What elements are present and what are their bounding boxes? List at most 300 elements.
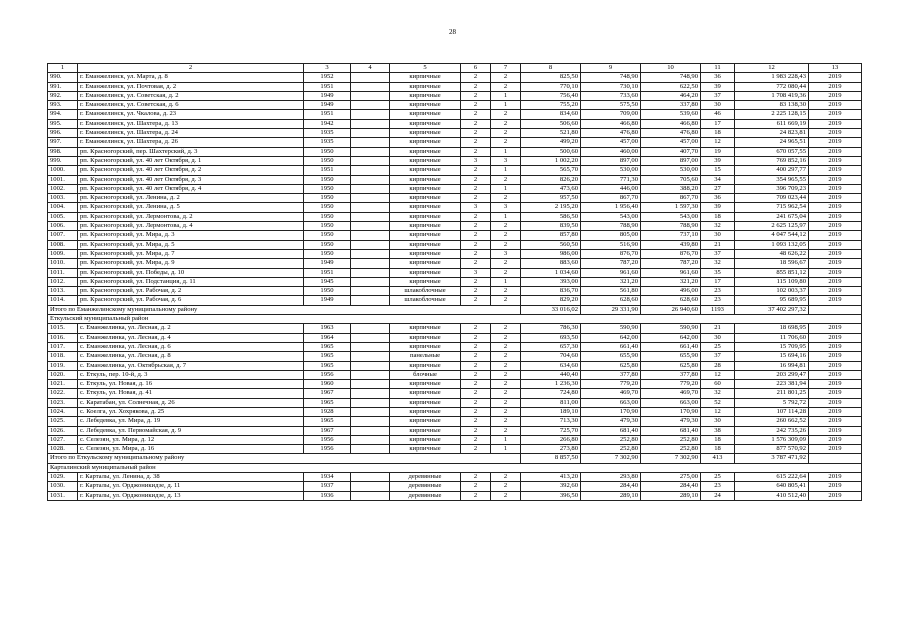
residential-area-cell: 496,00 — [641, 287, 701, 296]
construction-year-cell: 1951 — [304, 82, 351, 91]
col-4-cell — [351, 268, 390, 277]
row-number-cell: 1023. — [48, 398, 78, 407]
living-area-cell: 787,20 — [581, 259, 641, 268]
table-row — [48, 147, 862, 156]
residential-area-cell: 961,60 — [641, 268, 701, 277]
total-area-cell: 836,70 — [521, 287, 581, 296]
wall-material-cell: кирпичные — [390, 73, 461, 82]
construction-year-cell: 1950 — [304, 231, 351, 240]
living-area-cell: 252,80 — [581, 435, 641, 444]
residents-cell: 25 — [701, 342, 735, 351]
floors-cell: 2 — [461, 184, 491, 193]
residents-cell: 1193 — [701, 305, 735, 314]
residential-area-cell: 530,00 — [641, 166, 701, 175]
table-row — [48, 101, 862, 110]
residents-cell: 18 — [701, 212, 735, 221]
column-number-header-row — [48, 64, 862, 73]
entrances-cell: 2 — [491, 333, 521, 342]
address-cell: рп. Красногорский, ул. Подстанция, д. 11 — [78, 277, 304, 286]
total-area-cell: 756,40 — [521, 91, 581, 100]
construction-year-cell: 1956 — [304, 445, 351, 454]
col-4-cell — [351, 101, 390, 110]
col-4-cell — [351, 73, 390, 82]
residents-cell: 39 — [701, 82, 735, 91]
wall-material-cell: кирпичные — [390, 147, 461, 156]
living-area-cell: 29 331,90 — [581, 305, 641, 314]
entrances-cell: 2 — [491, 324, 521, 333]
repair-cost-cell: 615 222,64 — [735, 473, 809, 482]
row-number-cell: 1017. — [48, 342, 78, 351]
entrances-cell: 2 — [491, 138, 521, 147]
floors-cell: 2 — [461, 333, 491, 342]
repair-cost-cell: 715 962,54 — [735, 203, 809, 212]
floors-cell: 2 — [461, 370, 491, 379]
total-area-cell: 1 002,20 — [521, 156, 581, 165]
floors-cell: 2 — [461, 240, 491, 249]
residents-cell: 30 — [701, 231, 735, 240]
repair-cost-cell: 4 047 544,12 — [735, 231, 809, 240]
repair-year-cell — [809, 305, 862, 314]
table-row — [48, 212, 862, 221]
address-cell: рп. Красногорский, ул. Мира, д. 9 — [78, 259, 304, 268]
residents-cell: 60 — [701, 380, 735, 389]
row-number-cell: 1024. — [48, 407, 78, 416]
entrances-cell: 2 — [491, 222, 521, 231]
living-area-cell: 321,20 — [581, 277, 641, 286]
address-cell: с. Еманжелинка, ул. Лесная, д. 2 — [78, 324, 304, 333]
table-row — [48, 91, 862, 100]
repair-year-cell: 2019 — [809, 407, 862, 416]
col-4-cell — [351, 259, 390, 268]
col-4-cell — [351, 491, 390, 500]
row-number-cell: 1022. — [48, 389, 78, 398]
total-area-cell: 713,30 — [521, 417, 581, 426]
district-total-row — [48, 454, 862, 463]
wall-material-cell: кирпичные — [390, 342, 461, 351]
total-area-cell: 565,70 — [521, 166, 581, 175]
repair-year-cell: 2019 — [809, 259, 862, 268]
total-area-cell: 473,60 — [521, 184, 581, 193]
total-area-cell: 396,50 — [521, 491, 581, 500]
total-area-cell: 2 195,20 — [521, 203, 581, 212]
total-area-cell: 857,80 — [521, 231, 581, 240]
residents-cell: 12 — [701, 370, 735, 379]
address-cell: рп. Красногорский, ул. Мира, д. 7 — [78, 249, 304, 258]
total-area-cell: 825,50 — [521, 73, 581, 82]
entrances-cell: 2 — [491, 129, 521, 138]
construction-year-cell: 1949 — [304, 259, 351, 268]
wall-material-cell: кирпичные — [390, 231, 461, 240]
wall-material-cell: кирпичные — [390, 268, 461, 277]
floors-cell: 2 — [461, 82, 491, 91]
floors-cell: 2 — [461, 166, 491, 175]
total-area-cell: 500,60 — [521, 147, 581, 156]
residential-area-cell: 622,50 — [641, 82, 701, 91]
column-header-12: 12 — [735, 64, 809, 73]
wall-material-cell: кирпичные — [390, 194, 461, 203]
row-number-cell: 1003. — [48, 194, 78, 203]
repair-year-cell: 2019 — [809, 417, 862, 426]
total-area-cell: 811,00 — [521, 398, 581, 407]
residential-area-cell: 7 302,90 — [641, 454, 701, 463]
col-4-cell — [351, 380, 390, 389]
address-cell: г. Еманжелинск, ул. Почтовая, д. 2 — [78, 82, 304, 91]
construction-year-cell: 1950 — [304, 203, 351, 212]
repair-cost-cell: 95 689,95 — [735, 296, 809, 305]
wall-material-cell: кирпичные — [390, 277, 461, 286]
residents-cell: 21 — [701, 240, 735, 249]
residential-area-cell: 321,20 — [641, 277, 701, 286]
table-row — [48, 491, 862, 500]
living-area-cell: 561,80 — [581, 287, 641, 296]
repair-cost-cell: 640 805,41 — [735, 482, 809, 491]
repair-year-cell: 2019 — [809, 212, 862, 221]
repair-year-cell: 2019 — [809, 380, 862, 389]
total-area-cell: 826,20 — [521, 175, 581, 184]
entrances-cell: 1 — [491, 445, 521, 454]
entrances-cell: 2 — [491, 268, 521, 277]
construction-year-cell: 1949 — [304, 296, 351, 305]
living-area-cell: 476,80 — [581, 129, 641, 138]
floors-cell: 2 — [461, 194, 491, 203]
address-cell: с. Селезян, ул. Мира, д. 16 — [78, 445, 304, 454]
floors-cell: 2 — [461, 398, 491, 407]
repair-cost-cell: 24 965,51 — [735, 138, 809, 147]
living-area-cell: 625,80 — [581, 361, 641, 370]
table-row — [48, 268, 862, 277]
total-area-cell: 1 034,60 — [521, 268, 581, 277]
repair-cost-cell: 3 787 471,92 — [735, 454, 809, 463]
living-area-cell: 642,00 — [581, 333, 641, 342]
row-number-cell: 1004. — [48, 203, 78, 212]
address-cell: г. Еманжелинск, ул. Чкалова, д. 23 — [78, 110, 304, 119]
address-cell: рп. Красногорский, ул. 40 лет Октября, д. 2 — [78, 166, 304, 175]
col-4-cell — [351, 389, 390, 398]
entrances-cell: 2 — [491, 361, 521, 370]
wall-material-cell: деревянные — [390, 491, 461, 500]
table-row — [48, 361, 862, 370]
repair-cost-cell: 18 596,67 — [735, 259, 809, 268]
total-area-cell: 986,00 — [521, 249, 581, 258]
floors-cell: 2 — [461, 287, 491, 296]
entrances-cell: 2 — [491, 491, 521, 500]
row-number-cell: 992. — [48, 91, 78, 100]
address-cell: с. Еманжелинка, ул. Лесная, д. 8 — [78, 352, 304, 361]
col-4-cell — [351, 166, 390, 175]
repair-year-cell: 2019 — [809, 352, 862, 361]
total-area-cell: 499,20 — [521, 138, 581, 147]
living-area-cell: 590,90 — [581, 324, 641, 333]
entrances-cell: 2 — [491, 110, 521, 119]
residents-cell: 23 — [701, 287, 735, 296]
floors-cell: 2 — [461, 222, 491, 231]
address-cell: г. Еманжелинск, ул. Советская, д. 2 — [78, 91, 304, 100]
construction-year-cell: 1967 — [304, 389, 351, 398]
residential-area-cell: 867,70 — [641, 194, 701, 203]
entrances-cell: 2 — [491, 231, 521, 240]
residents-cell: 37 — [701, 352, 735, 361]
wall-material-cell: кирпичные — [390, 407, 461, 416]
entrances-cell: 2 — [491, 119, 521, 128]
row-number-cell: 1012. — [48, 277, 78, 286]
residential-area-cell: 681,40 — [641, 426, 701, 435]
repair-cost-cell: 354 965,55 — [735, 175, 809, 184]
address-cell: с. Еткуль, ул. Новая, д. 16 — [78, 380, 304, 389]
district-section-row — [48, 315, 862, 324]
entrances-cell: 1 — [491, 147, 521, 156]
wall-material-cell: панельные — [390, 352, 461, 361]
entrances-cell: 2 — [491, 296, 521, 305]
total-area-cell: 392,60 — [521, 482, 581, 491]
address-cell: рп. Красногорский, ул. Рабочая, д. 2 — [78, 287, 304, 296]
residents-cell: 17 — [701, 277, 735, 286]
residents-cell: 30 — [701, 333, 735, 342]
column-header-11: 11 — [701, 64, 735, 73]
repair-year-cell: 2019 — [809, 389, 862, 398]
residential-area-cell: 337,80 — [641, 101, 701, 110]
living-area-cell: 779,20 — [581, 380, 641, 389]
construction-year-cell: 1949 — [304, 91, 351, 100]
row-number-cell: 996. — [48, 129, 78, 138]
living-area-cell: 7 302,90 — [581, 454, 641, 463]
table-row — [48, 342, 862, 351]
wall-material-cell: кирпичные — [390, 119, 461, 128]
repair-cost-cell: 260 662,52 — [735, 417, 809, 426]
repair-year-cell: 2019 — [809, 156, 862, 165]
residential-area-cell: 466,80 — [641, 119, 701, 128]
col-4-cell — [351, 138, 390, 147]
living-area-cell: 733,60 — [581, 91, 641, 100]
construction-year-cell: 1937 — [304, 482, 351, 491]
address-cell: с. Еткуль, пер. 10-й, д. 3 — [78, 370, 304, 379]
row-number-cell: 1015. — [48, 324, 78, 333]
repair-year-cell: 2019 — [809, 426, 862, 435]
entrances-cell: 2 — [491, 194, 521, 203]
residential-area-cell: 252,80 — [641, 445, 701, 454]
living-area-cell: 876,70 — [581, 249, 641, 258]
repair-year-cell: 2019 — [809, 138, 862, 147]
living-area-cell: 661,40 — [581, 342, 641, 351]
floors-cell: 2 — [461, 147, 491, 156]
residential-area-cell: 663,00 — [641, 398, 701, 407]
column-header-1: 1 — [48, 64, 78, 73]
col-4-cell — [351, 417, 390, 426]
col-4-cell — [351, 212, 390, 221]
address-cell: рп. Красногорский, ул. Мира, д. 3 — [78, 231, 304, 240]
entrances-cell: 3 — [491, 156, 521, 165]
construction-year-cell: 1950 — [304, 287, 351, 296]
residents-cell: 25 — [701, 473, 735, 482]
floors-cell: 2 — [461, 277, 491, 286]
col-4-cell — [351, 370, 390, 379]
col-4-cell — [351, 240, 390, 249]
wall-material-cell: деревянные — [390, 482, 461, 491]
col-4-cell — [351, 342, 390, 351]
col-4-cell — [351, 324, 390, 333]
total-area-cell: 273,80 — [521, 445, 581, 454]
address-cell: г. Карталы, ул. Орджоникидзе, д. 13 — [78, 491, 304, 500]
wall-material-cell: кирпичные — [390, 361, 461, 370]
residential-area-cell: 876,70 — [641, 249, 701, 258]
wall-material-cell: кирпичные — [390, 156, 461, 165]
column-header-4: 4 — [351, 64, 390, 73]
entrances-cell: 1 — [491, 166, 521, 175]
entrances-cell: 2 — [491, 407, 521, 416]
table-row — [48, 417, 862, 426]
living-area-cell: 748,90 — [581, 73, 641, 82]
total-area-cell: 755,20 — [521, 101, 581, 110]
column-header-9: 9 — [581, 64, 641, 73]
construction-year-cell: 1950 — [304, 175, 351, 184]
construction-year-cell: 1950 — [304, 184, 351, 193]
address-cell: с. Еткуль, ул. Новая, д. 41 — [78, 389, 304, 398]
wall-material-cell: кирпичные — [390, 417, 461, 426]
col-4-cell — [351, 129, 390, 138]
construction-year-cell: 1950 — [304, 156, 351, 165]
repair-year-cell: 2019 — [809, 231, 862, 240]
entrances-cell: 2 — [491, 352, 521, 361]
row-number-cell: 990. — [48, 73, 78, 82]
col-4-cell — [351, 287, 390, 296]
address-cell: рп. Красногорский, ул. 40 лет Октября, д. 4 — [78, 184, 304, 193]
entrances-cell: 1 — [491, 435, 521, 444]
floors-cell: 2 — [461, 491, 491, 500]
district-section-row — [48, 463, 862, 472]
residential-area-cell: 252,80 — [641, 435, 701, 444]
living-area-cell: 377,80 — [581, 370, 641, 379]
column-header-6: 6 — [461, 64, 491, 73]
residential-area-cell: 543,00 — [641, 212, 701, 221]
row-number-cell: 1001. — [48, 175, 78, 184]
entrances-cell: 2 — [491, 342, 521, 351]
table-row — [48, 380, 862, 389]
residents-cell: 23 — [701, 482, 735, 491]
address-cell: с. Коелга, ул. Хохрякова, д. 25 — [78, 407, 304, 416]
living-area-cell: 771,30 — [581, 175, 641, 184]
table-row — [48, 287, 862, 296]
row-number-cell: 1009. — [48, 249, 78, 258]
floors-cell: 2 — [461, 129, 491, 138]
row-number-cell: 1013. — [48, 287, 78, 296]
residents-cell: 12 — [701, 407, 735, 416]
housing-registry-table — [47, 63, 862, 501]
living-area-cell: 252,80 — [581, 445, 641, 454]
construction-year-cell: 1945 — [304, 277, 351, 286]
repair-cost-cell: 24 823,81 — [735, 129, 809, 138]
residential-area-cell: 469,70 — [641, 389, 701, 398]
construction-year-cell: 1956 — [304, 370, 351, 379]
residential-area-cell: 705,60 — [641, 175, 701, 184]
total-area-cell: 189,10 — [521, 407, 581, 416]
wall-material-cell: кирпичные — [390, 249, 461, 258]
living-area-cell: 961,60 — [581, 268, 641, 277]
floors-cell: 2 — [461, 426, 491, 435]
repair-cost-cell: 242 735,26 — [735, 426, 809, 435]
row-number-cell: 1029. — [48, 473, 78, 482]
residential-area-cell: 748,90 — [641, 73, 701, 82]
wall-material-cell: кирпичные — [390, 435, 461, 444]
total-area-cell: 883,60 — [521, 259, 581, 268]
repair-cost-cell: 410 512,40 — [735, 491, 809, 500]
row-number-cell: 1010. — [48, 259, 78, 268]
residential-area-cell: 787,20 — [641, 259, 701, 268]
construction-year-cell: 1935 — [304, 129, 351, 138]
district-name: Еткульский муниципальный район — [48, 315, 862, 324]
floors-cell: 2 — [461, 110, 491, 119]
floors-cell: 3 — [461, 268, 491, 277]
column-header-10: 10 — [641, 64, 701, 73]
col-4-cell — [351, 231, 390, 240]
floors-cell: 2 — [461, 249, 491, 258]
floors-cell: 3 — [461, 156, 491, 165]
construction-year-cell: 1964 — [304, 333, 351, 342]
repair-year-cell: 2019 — [809, 184, 862, 193]
repair-year-cell: 2019 — [809, 101, 862, 110]
repair-cost-cell: 15 709,95 — [735, 342, 809, 351]
repair-year-cell: 2019 — [809, 82, 862, 91]
residential-area-cell: 170,90 — [641, 407, 701, 416]
construction-year-cell: 1950 — [304, 194, 351, 203]
construction-year-cell: 1949 — [304, 101, 351, 110]
table-row — [48, 482, 862, 491]
entrances-cell: 1 — [491, 101, 521, 110]
address-cell: рп. Красногорский, ул. Лермонтова, д. 4 — [78, 222, 304, 231]
floors-cell: 2 — [461, 119, 491, 128]
living-area-cell: 788,90 — [581, 222, 641, 231]
repair-cost-cell: 11 706,60 — [735, 333, 809, 342]
residential-area-cell: 655,90 — [641, 352, 701, 361]
repair-year-cell: 2019 — [809, 222, 862, 231]
wall-material-cell: кирпичные — [390, 222, 461, 231]
repair-cost-cell: 772 080,44 — [735, 82, 809, 91]
residents-cell: 32 — [701, 389, 735, 398]
residents-cell: 12 — [701, 138, 735, 147]
table-row — [48, 370, 862, 379]
repair-year-cell: 2019 — [809, 268, 862, 277]
entrances-cell: 2 — [491, 398, 521, 407]
wall-material-cell: деревянные — [390, 473, 461, 482]
wall-material-cell: кирпичные — [390, 333, 461, 342]
col-4-cell — [351, 110, 390, 119]
residential-area-cell: 388,20 — [641, 184, 701, 193]
repair-year-cell: 2019 — [809, 147, 862, 156]
col-4-cell — [351, 398, 390, 407]
entrances-cell: 2 — [491, 82, 521, 91]
repair-year-cell: 2019 — [809, 491, 862, 500]
repair-cost-cell: 48 626,22 — [735, 249, 809, 258]
repair-cost-cell: 877 570,92 — [735, 445, 809, 454]
total-area-cell: 770,10 — [521, 82, 581, 91]
table-row — [48, 129, 862, 138]
table-row — [48, 445, 862, 454]
living-area-cell: 543,00 — [581, 212, 641, 221]
address-cell: рп. Красногорский, ул. Ленина, д. 5 — [78, 203, 304, 212]
construction-year-cell: 1935 — [304, 138, 351, 147]
table-row — [48, 389, 862, 398]
entrances-cell: 2 — [491, 240, 521, 249]
table-row — [48, 277, 862, 286]
row-number-cell: 1027. — [48, 435, 78, 444]
column-header-5: 5 — [390, 64, 461, 73]
col-4-cell — [351, 194, 390, 203]
residential-area-cell: 464,20 — [641, 91, 701, 100]
residents-cell: 413 — [701, 454, 735, 463]
row-number-cell: 1005. — [48, 212, 78, 221]
wall-material-cell: кирпичные — [390, 389, 461, 398]
col-4-cell — [351, 91, 390, 100]
floors-cell: 2 — [461, 231, 491, 240]
living-area-cell: 681,40 — [581, 426, 641, 435]
